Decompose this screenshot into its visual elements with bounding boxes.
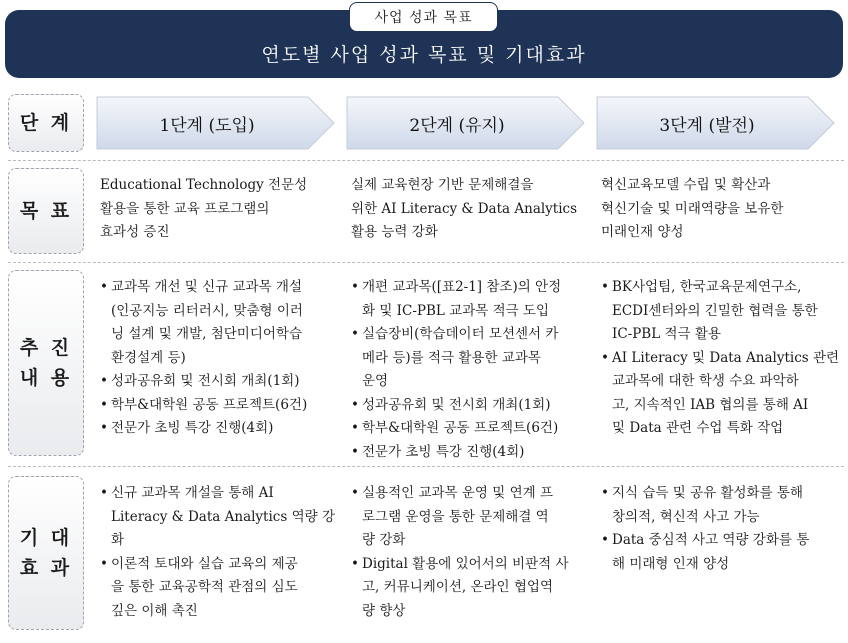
list-item [100,417,340,441]
list-item-line: (인공지능 리터러시, 맞춤형 이러 [111,302,303,319]
list-item-line: 량 향상 [362,602,406,619]
list-item-line: 고, 커뮤니케이션, 온라인 협업역 [362,579,553,595]
goal-cell-2 [351,174,591,245]
content-cell-1 [100,276,340,441]
list-item [601,347,841,441]
list-item-line: • 성과공유회 및 전시회 개최(1회) [362,396,551,413]
list-item-line: • 성과공유회 및 전시회 개최(1회) [111,373,300,389]
list-item-line: • 이론적 토대와 실습 교육의 제공 [111,555,298,572]
row-label-effect [8,476,84,630]
list-item-line: 운영 [362,373,389,389]
list-item-line: • 전문가 초빙 특강 진행(4회) [362,443,525,460]
goal-line: 혁신교육모델 수립 및 확산과 [601,177,771,193]
list-item-line: • 지식 습득 및 공유 활성화를 통해 [612,485,803,501]
goal-cell-1 [100,174,340,245]
goal-line: 효과성 증진 [100,224,170,240]
stage-label-2: 2단계 (유지) [409,115,505,136]
row-label-goal [8,168,84,254]
row-label-content-line2: 내 용 [19,367,73,389]
list-item-line: 화 [111,532,125,548]
list-item-line: 환경설계 등) [111,349,186,366]
list-item [351,417,591,441]
list-item-line: 고, 지속적인 IAB 협의를 통해 AI [612,396,809,413]
list-item-line: Literacy & Data Analytics 역량 강 [111,508,335,525]
list-item [601,529,841,576]
stage-chevron-2 [346,96,586,150]
row-label-content [8,270,84,456]
list-item-line: 량 강화 [362,532,406,548]
list-item-line: • 학부&대학원 공동 프로젝트(6건) [362,420,559,436]
list-item-line: 을 통한 교육공학적 관점의 심도 [111,579,298,595]
goal-line: 실제 교육현장 기반 문제해결을 [351,177,534,193]
list-item [351,482,591,553]
row-label-goal-text: 목 표 [19,199,73,222]
goal-line: 위한 AI Literacy & Data Analytics [351,200,578,217]
list-item-line: IC-PBL 적극 활용 [612,326,721,342]
row-divider [8,262,844,263]
list-item-line: 닝 설계 및 개발, 첨단미디어학습 [111,326,302,342]
list-item-line: ECDI센터와의 긴밀한 협력을 통한 [612,302,818,319]
list-item-line: • 학부&대학원 공동 프로젝트(6건) [111,396,308,413]
effect-cell-1 [100,482,340,623]
list-item-line: • 실습장비(학습데이터 모션센서 카 [362,326,559,342]
list-item [351,441,591,465]
list-item-line: 창의적, 혁신적 사고 가능 [612,508,760,525]
list-item-line: • BK사업팀, 한국교육문제연구소, [612,279,802,295]
page-title: 연도별 사업 성과 목표 및 기대효과 [261,43,587,66]
list-item [100,370,340,394]
effect-cell-2 [351,482,591,623]
list-item [100,553,340,624]
list-item [351,276,591,323]
content-cell-3 [601,276,841,441]
row-label-content-line1: 추 진 [19,336,73,359]
list-item-line: • Data 중심적 사고 역량 강화를 통 [612,532,810,548]
list-item-line: 메라 등)를 적극 활용한 교과목 [362,349,541,366]
list-item-line: • 신규 교과목 개설을 통해 AI [111,485,274,501]
list-item-line: • 실용적인 교과목 운영 및 연계 프 [362,485,553,501]
list-item [351,394,591,418]
list-item-line: • 교과목 개선 및 신규 교과목 개설 [111,279,302,295]
row-label-stage [8,94,84,152]
stage-chevron-3 [596,96,836,150]
list-item-line: • 전문가 초빙 특강 진행(4회) [111,420,274,436]
stage-label-3: 3단계 (발전) [659,115,755,136]
goal-line: 미래인재 양성 [601,224,684,240]
header-tab-label: 사업 성과 목표 [374,10,473,26]
list-item-line: 해 미래형 인재 양성 [612,555,730,572]
stage-label-1: 1단계 (도입) [159,115,255,136]
goal-line: Educational Technology 전문성 [100,177,308,193]
list-item [100,276,340,370]
row-divider [8,160,844,161]
goal-line: 활용을 통한 교육 프로그램의 [100,200,270,217]
row-divider [8,466,844,467]
goal-line: 활용 능력 강화 [351,224,438,240]
goal-line: 혁신기술 및 미래역량을 보유한 [601,200,784,217]
content-cell-2 [351,276,591,464]
list-item [351,323,591,394]
goal-cell-3 [601,174,841,245]
list-item-line: 깊은 이해 촉진 [111,602,198,619]
list-item [100,394,340,418]
list-item-line: 교과목에 대한 학생 수요 파악하 [612,373,799,389]
row-label-effect-line2: 효 과 [19,557,73,579]
stage-chevron-1 [96,96,336,150]
list-item-line: 로그램 운영을 통한 문제해결 역 [362,508,549,525]
list-item [601,482,841,529]
list-item [601,276,841,347]
list-item-line: 화 및 IC-PBL 교과목 적극 도입 [362,302,550,319]
list-item-line: • AI Literacy 및 Data Analytics 관련 [612,349,840,366]
list-item-line: 및 Data 관련 수업 특화 작업 [612,420,784,436]
row-label-stage-text: 단 계 [19,111,73,134]
header-tab [349,2,498,32]
effect-cell-3 [601,482,841,576]
list-item [100,482,340,553]
list-item-line: • Digital 활용에 있어서의 비판적 사 [362,555,569,572]
list-item [351,553,591,624]
row-label-effect-line1: 기 대 [19,526,73,549]
list-item-line: • 개편 교과목([표2-1] 참조)의 안정 [362,279,562,295]
